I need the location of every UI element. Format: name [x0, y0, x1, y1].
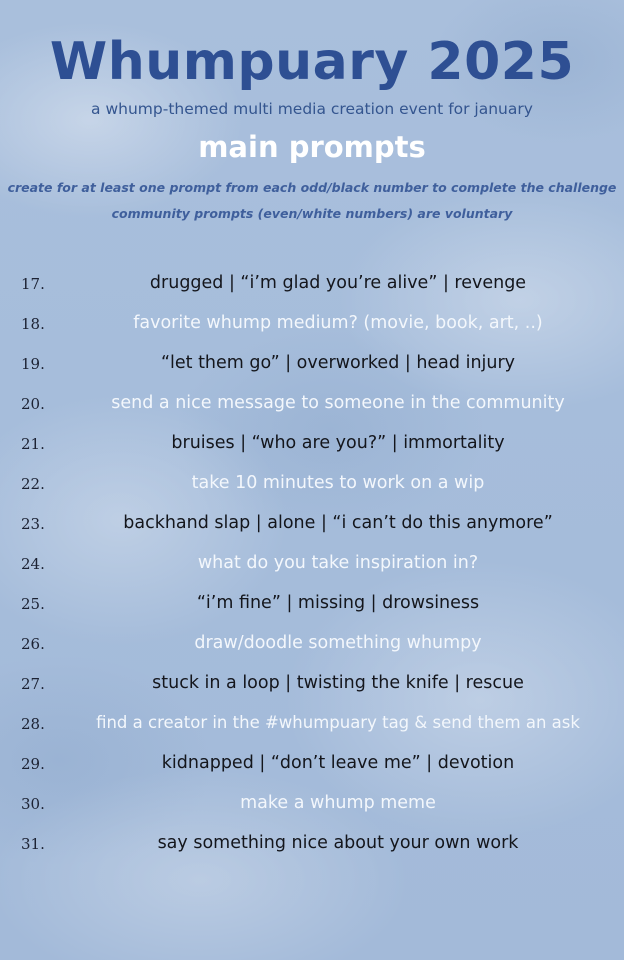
prompt-number: 26.: [21, 635, 45, 653]
prompt-row-26: [0, 629, 624, 659]
prompt-text: make a whump meme: [240, 793, 436, 813]
prompt-row-29: [0, 749, 624, 779]
page-subtitle: a whump-themed multi media creation event for january: [91, 100, 533, 118]
prompt-text: favorite whump medium? (movie, book, art, ..): [133, 313, 543, 333]
prompt-number: 29.: [21, 755, 45, 773]
prompt-row-31: [0, 829, 624, 859]
prompt-row-27: [0, 669, 624, 699]
prompt-row-28: [0, 709, 624, 739]
prompt-row-30: [0, 789, 624, 819]
prompt-row-23: [0, 509, 624, 539]
prompt-text: “let them go” | overworked | head injury: [160, 353, 516, 373]
prompt-number: 18.: [21, 315, 45, 333]
prompt-number: 23.: [21, 515, 45, 533]
prompt-number: 21.: [21, 435, 45, 453]
prompt-text: send a nice message to someone in the community: [111, 393, 565, 413]
prompt-row-25: [0, 589, 624, 619]
prompt-text: bruises | “who are you?” | immortality: [171, 433, 505, 453]
prompt-text: draw/doodle something whumpy: [194, 633, 482, 653]
prompt-number: 31.: [21, 835, 45, 853]
prompt-text: stuck in a loop | twisting the knife | rescue: [152, 673, 524, 693]
prompt-text: what do you take inspiration in?: [197, 553, 479, 573]
prompt-row-19: [0, 349, 624, 379]
section-title: main prompts: [198, 130, 426, 164]
prompt-text: kidnapped | “don’t leave me” | devotion: [161, 753, 515, 773]
prompt-text: find a creator in the #whumpuary tag & send them an ask: [96, 713, 580, 732]
prompt-row-17: [0, 269, 624, 299]
prompt-number: 17.: [21, 275, 45, 293]
prompt-number: 28.: [21, 715, 45, 733]
prompt-row-21: [0, 429, 624, 459]
prompt-number: 20.: [21, 395, 45, 413]
prompt-number: 22.: [21, 475, 45, 493]
prompt-row-20: [0, 389, 624, 419]
prompt-number: 27.: [21, 675, 45, 693]
prompt-text: backhand slap | alone | “i can’t do this anymore”: [123, 513, 553, 533]
prompt-row-22: [0, 469, 624, 499]
page-title: Whumpuary 2025: [49, 32, 575, 92]
prompt-number: 30.: [21, 795, 45, 813]
prompt-text: drugged | “i’m glad you’re alive” | revenge: [149, 273, 527, 293]
prompt-text: take 10 minutes to work on a wip: [191, 473, 485, 493]
prompt-number: 19.: [21, 355, 45, 373]
instruction-line-1: create for at least one prompt from each odd/black number to complete the challenge: [7, 180, 617, 195]
prompt-text: “i’m fine” | missing | drowsiness: [196, 593, 480, 613]
instruction-line-2: community prompts (even/white numbers) are voluntary: [111, 206, 513, 221]
prompt-number: 24.: [21, 555, 45, 573]
prompt-row-18: [0, 309, 624, 339]
prompt-text: say something nice about your own work: [157, 833, 519, 853]
prompt-number: 25.: [21, 595, 45, 613]
prompt-row-24: [0, 549, 624, 579]
